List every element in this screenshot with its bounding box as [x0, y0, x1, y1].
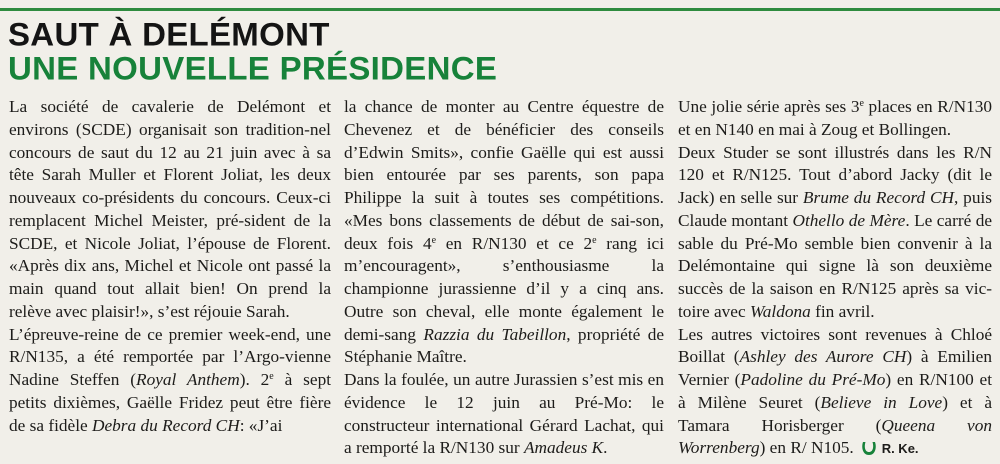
horse-name: Amadeus K — [524, 438, 603, 457]
article-column-3 — [678, 96, 992, 464]
horse-name: Believe in Love — [820, 393, 942, 412]
horse-name: Debra du Record CH — [92, 416, 240, 435]
article-column-2 — [344, 96, 664, 460]
paragraph-main-event: L’épreuve-reine de ce premier week-end, une R/N135, a été remportée par l’Argo-vienne Nadine Steffen (Royal Anthem). 2e à sept petits dixièmes, Gaëlle Fridez peut être fière de sa fidèle Debra du Record CH: «J’ai — [9, 324, 331, 438]
horse-name: Razzia du Tabeillon — [423, 325, 566, 344]
paragraph-studer: Deux Studer se sont illustrés dans les R/N 120 et R/N125. Tout d’abord Jacky (dit le Jack) en selle sur Brume du Record CH, puis Claude montant Othello de Mère. Le carré de sable du Pré-Mo semble bien convenir à la Delémontaine qui signe là son deuxième succès de la saison en R/N125 après sa vic-toire avec Waldona fin avril. — [678, 142, 992, 324]
horse-name: Waldona — [750, 302, 811, 321]
paragraph-other-wins: Les autres victoires sont revenues à Chloé Boillat (Ashley des Aurore CH) à Emilien Vernier (Padoline du Pré-Mo) en R/N100 et à Milène Seuret (Believe in Love) et à Tamara Horisberger (Queena von Worrenberg) en R/ N105. R. Ke. — [678, 324, 992, 464]
article-column-1 — [9, 96, 331, 437]
horse-name: Queena von Worrenberg — [678, 416, 992, 458]
paragraph-series: Une jolie série après ses 3e places en R/N130 et en N140 en mai à Zoug et Bollingen. — [678, 96, 992, 142]
horse-name: Royal Anthem — [136, 370, 240, 389]
horse-name: Ashley des Aurore CH — [740, 347, 907, 366]
paragraph-lachat: Dans la foulée, un autre Jurassien s’est mis en évidence le 12 juin au Pré-Mo: le constructeur international Gérard Lachat, qui a remporté la R/N130 sur Amadeus K. — [344, 369, 664, 460]
top-rule — [0, 8, 1000, 11]
paragraph-intro: La société de cavalerie de Delémont et environs (SCDE) organisait son tradition-nel concours de saut du 12 au 21 juin avec à sa tête Sarah Muller et Florent Joliat, les deux nouveaux co-présidents du concours. Ceux-ci remplacent Michel Meister, pré-sident de la SCDE, et Nicole Joliat, l’épouse de Florent. «Après dix ans, Michel et Nicole ont passé la main quand tout allait bien! On prend la relève avec plaisir!», s’est réjouie Sarah. — [9, 96, 331, 324]
headline-title: UNE NOUVELLE PRÉSIDENCE — [8, 52, 497, 84]
horse-name: Brume du Record CH — [803, 188, 954, 207]
paragraph-quote: la chance de monter au Centre équestre de Chevenez et de bénéficier des conseils d’Edwin Smits», confie Gaëlle qui est aussi bien entourée par ses parents, son papa Philippe la suit à toutes ses compétitions. «Mes bons classements de début de sai-son, deux fois 4e en R/N130 et ce 2e rang ici m’encouragent», s’enthousiasme la championne jurassienne d’il y a cinq ans. Outre son cheval, elle monte également le demi-sang Razzia du Tabeillon, propriété de Stéphanie Maître. — [344, 96, 664, 369]
horse-name: Othello de Mère — [792, 211, 905, 230]
headline-kicker: SAUT À DELÉMONT — [8, 18, 330, 50]
author-signature: R. Ke. — [882, 441, 919, 456]
horse-name: Padoline du Pré-Mo — [740, 370, 885, 389]
horseshoe-icon — [860, 439, 878, 464]
